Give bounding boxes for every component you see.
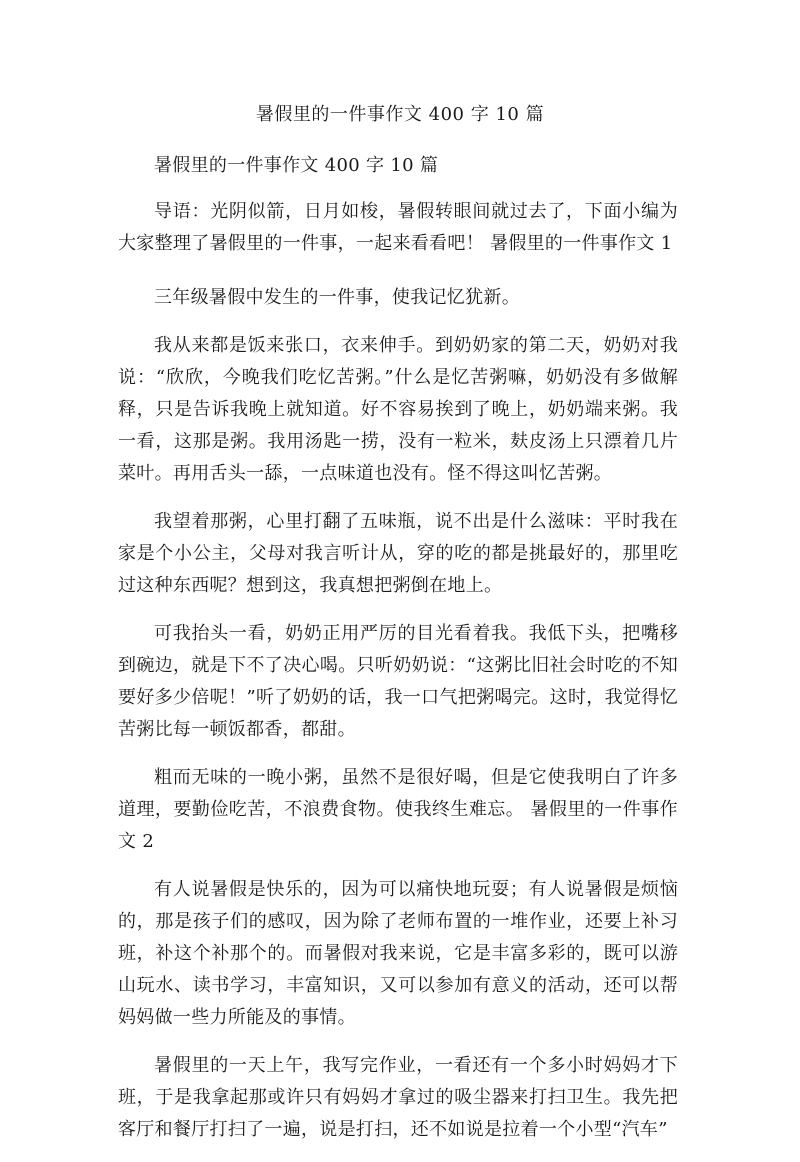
body-paragraph: 暑假里的一天上午，我写完作业，一看还有一个多小时妈妈才下班，于是我拿起那或许只有妈妈才拿过的吸尘器来打扫卫生。我先把客厅和餐厅打扫了一遍，说是打扫，还不如说是拉着一个小型“汽车” (118, 1055, 678, 1140)
body-paragraph: 可我抬头一看，奶奶正用严厉的目光看着我。我低下头，把嘴移到碗边，就是下不了决心喝。只听奶奶说：“这粥比旧社会时吃的不知要好多少倍呢！”听了奶奶的话，我一口气把粥喝完。这时，我觉得忆苦粥比每一顿饭都香，都甜。 (118, 623, 678, 740)
document-subtitle: 暑假里的一件事作文 400 字 10 篇 (154, 155, 439, 176)
body-paragraph: 我从来都是饭来张口，衣来伸手。到奶奶家的第二天，奶奶对我说：“欣欣，今晚我们吃忆苦粥。”什么是忆苦粥嘛，奶奶没有多做解释，只是告诉我晚上就知道。好不容易挨到了晚上，奶奶端来粥。我一看，这那是粥。我用汤匙一捞，没有一粒米，麸皮汤上只漂着几片菜叶。再用舌头一舔，一点味道也没有。怪不得这叫忆苦粥。 (118, 335, 678, 484)
document-body (118, 150, 678, 1162)
body-paragraph: 三年级暑假中发生的一件事，使我记忆犹新。 (154, 287, 520, 308)
intro-paragraph: 导语：光阴似箭，日月如梭，暑假转眼间就过去了，下面小编为大家整理了暑假里的一件事，一起来看看吧！ 暑假里的一件事作文 1 (118, 201, 678, 254)
body-paragraph: 粗而无味的一晚小粥，虽然不是很好喝，但是它使我明白了许多道理，要勤俭吃苦，不浪费食物。使我终生难忘。 暑假里的一件事作文 2 (118, 767, 678, 852)
body-paragraph: 有人说暑假是快乐的，因为可以痛快地玩耍；有人说暑假是烦恼的，那是孩子们的感叹，因为除了老师布置的一堆作业，还要上补习班，补这个补那个的。而暑假对我来说，它是丰富多彩的，既可以游山玩水、读书学习，丰富知识，又可以参加有意义的活动，还可以帮妈妈做一些力所能及的事情。 (118, 879, 678, 1028)
document-title: 暑假里的一件事作文 400 字 10 篇 (255, 104, 545, 125)
body-paragraph: 我望着那粥，心里打翻了五味瓶，说不出是什么滋味：平时我在家是个小公主，父母对我言听计从，穿的吃的都是挑最好的，那里吃过这种东西呢？想到这，我真想把粥倒在地上。 (118, 511, 678, 596)
